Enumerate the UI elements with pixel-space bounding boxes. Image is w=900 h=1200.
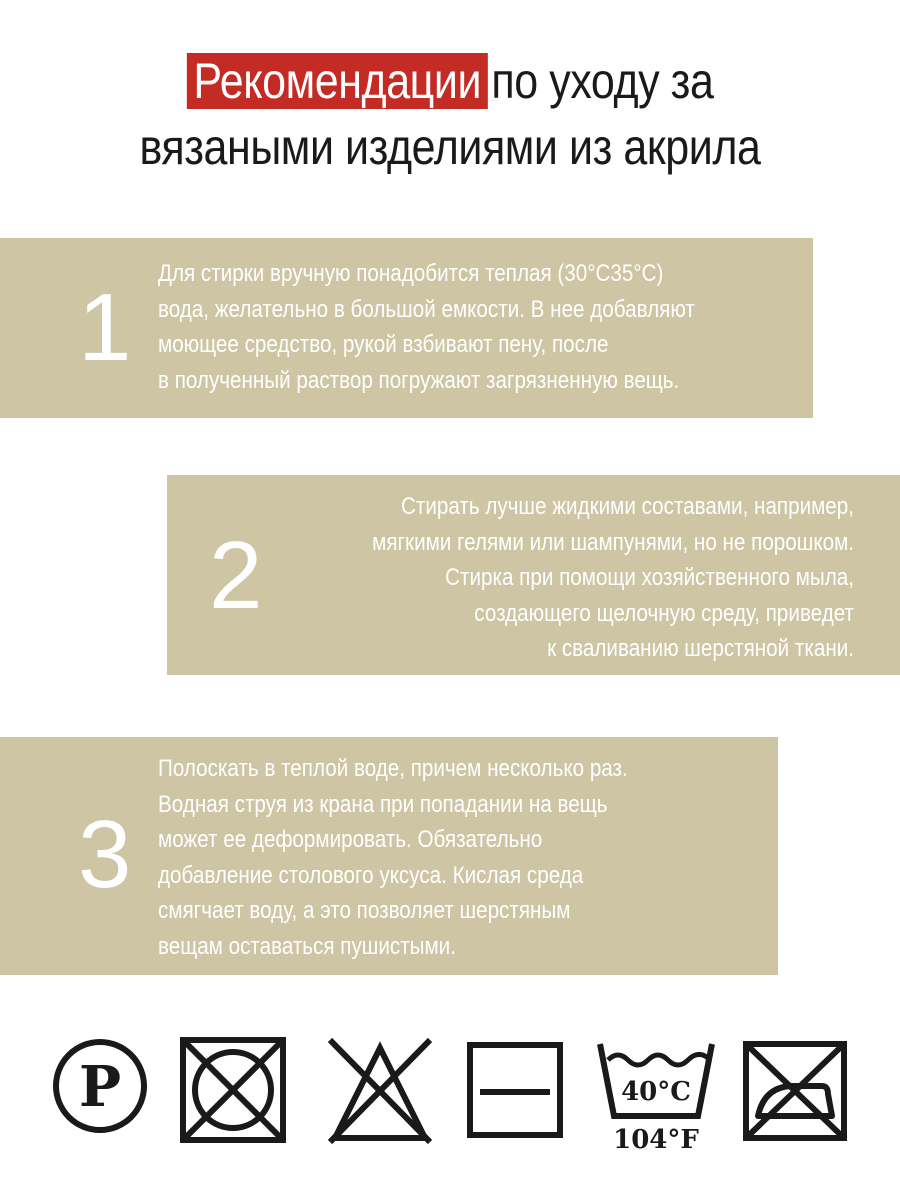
step-line: Стирка при помощи хозяйственного мыла, [445, 564, 854, 591]
step-line: Для стирки вручную понадобится теплая (30°С35°С) [158, 260, 664, 287]
step-line: Полоскать в теплой воде, причем несколько раз. [158, 755, 628, 782]
step-line: может ее деформировать. Обязательно [158, 826, 543, 853]
step-line: смягчает воду, а это позволяет шерстяным [158, 897, 571, 924]
step-line: моющее средство, рукой взбивают пену, после [158, 331, 609, 358]
care-symbols [0, 1030, 900, 1170]
step-text [158, 751, 812, 964]
title-rest: по уходу за [491, 53, 714, 109]
step-text [158, 256, 794, 398]
title-line-1 [63, 48, 837, 114]
no-bleach-icon [325, 1030, 435, 1150]
title-highlight: Рекомендации [187, 53, 488, 109]
step-line: в полученный раствор погружают загрязненную вещь. [158, 366, 680, 394]
wash-temp-fahrenheit: 104°F [613, 1125, 699, 1155]
dry-flat-icon [466, 1030, 566, 1150]
title-line-2: вязаными изделиями из акрила [139, 119, 761, 175]
p-letter: P [78, 1054, 122, 1120]
wash-40c-icon [594, 1030, 718, 1160]
no-iron-icon [740, 1030, 852, 1150]
wash-temp-celsius: 40°C [621, 1077, 691, 1107]
step-number: 2 [209, 522, 263, 629]
step-number: 3 [78, 801, 132, 908]
professional-cleaning-p-icon [50, 1030, 150, 1150]
step-line: Стирать лучше жидкими составами, например, [400, 493, 854, 520]
step-card-1 [0, 238, 813, 418]
no-tumble-dry-icon [178, 1030, 288, 1150]
step-line: вещам оставаться пушистыми. [158, 932, 456, 960]
step-line: мягкими гелями или шампунями, но не порошком. [372, 528, 854, 556]
step-number: 1 [78, 274, 132, 381]
step-line: добавление столового уксуса. Кислая среда [158, 861, 584, 889]
step-line: Водная струя из крана при попадании на вещь [158, 790, 608, 818]
step-line: вода, желательно в большой емкости. В нее добавляют [158, 295, 695, 323]
step-line: создающего щелочную среду, приведет [474, 599, 854, 627]
step-card-3 [0, 737, 778, 975]
step-text [192, 489, 854, 667]
page-title [63, 48, 837, 180]
step-card-2 [167, 475, 900, 675]
step-line: к сваливанию шерстяной ткани. [547, 635, 854, 662]
